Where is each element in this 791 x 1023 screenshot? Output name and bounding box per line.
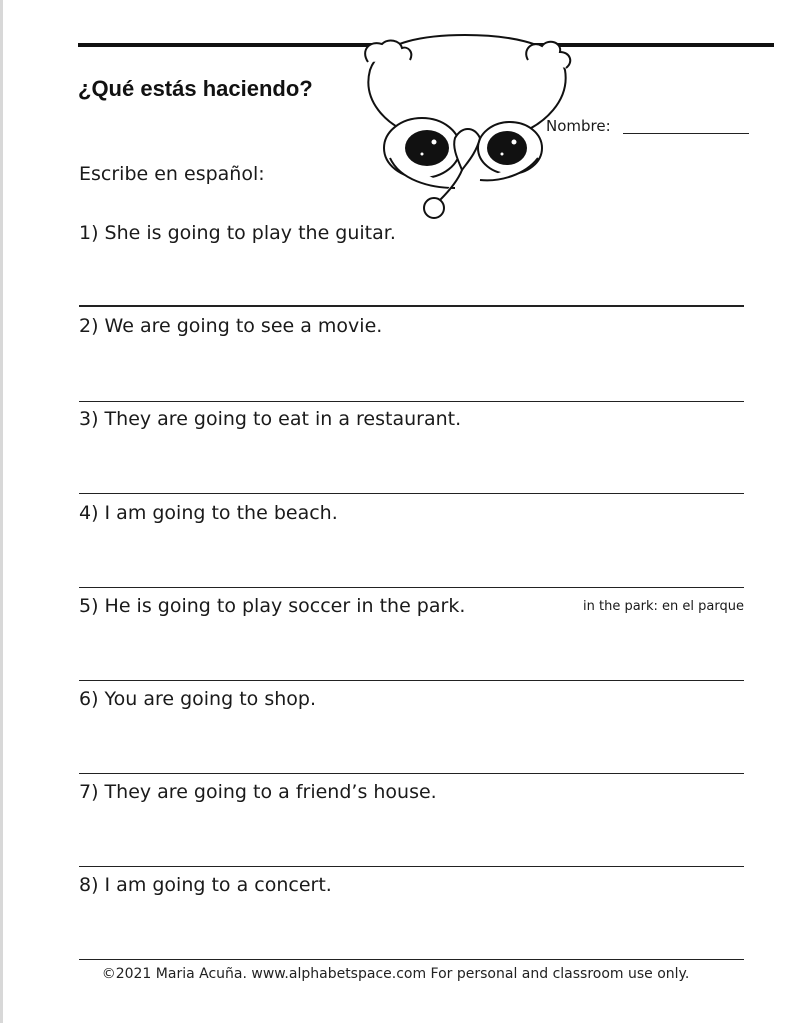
- question-5: 5) He is going to play soccer in the park.: [79, 595, 466, 617]
- name-label: Nombre:: [546, 117, 611, 135]
- name-answer-line[interactable]: [623, 133, 749, 134]
- answer-line-4[interactable]: [79, 587, 744, 588]
- question-4: 4) I am going to the beach.: [79, 502, 338, 524]
- question-2: 2) We are going to see a movie.: [79, 315, 383, 337]
- answer-line-3[interactable]: [79, 493, 744, 494]
- worksheet-title: ¿Qué estás haciendo?: [78, 76, 313, 101]
- answer-line-8[interactable]: [79, 959, 744, 960]
- answer-line-7[interactable]: [79, 866, 744, 867]
- question-7: 7) They are going to a friend’s house.: [79, 781, 437, 803]
- copyright-footer: ©2021 Maria Acuña. www.alphabetspace.com For personal and classroom use only.: [101, 966, 690, 982]
- answer-line-6[interactable]: [79, 773, 744, 774]
- hint-text: in the park: en el parque: [583, 599, 744, 614]
- instruction-text: Escribe en español:: [79, 163, 265, 185]
- question-6: 6) You are going to shop.: [79, 688, 316, 710]
- answer-line-2[interactable]: [79, 401, 744, 402]
- answer-line-5[interactable]: [79, 680, 744, 681]
- question-3: 3) They are going to eat in a restaurant.: [79, 408, 462, 430]
- answer-line-1[interactable]: [79, 305, 744, 307]
- page-left-edge: [0, 0, 3, 1023]
- question-1: 1) She is going to play the guitar.: [79, 222, 396, 244]
- question-8: 8) I am going to a concert.: [79, 874, 332, 896]
